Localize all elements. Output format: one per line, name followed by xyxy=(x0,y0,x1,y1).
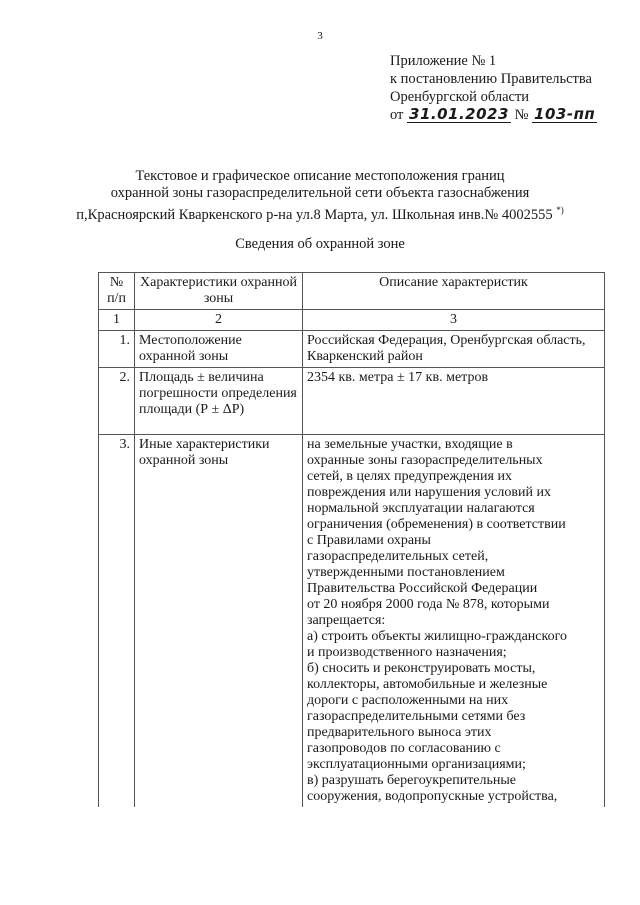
description-line: от 20 ноября 2000 года № 878, которыми xyxy=(307,597,550,612)
table-row xyxy=(99,368,605,435)
description-line: в) разрушать берегоукрепительные xyxy=(307,773,517,788)
description-line: нормальной эксплуатации налагаются xyxy=(307,501,535,516)
number-prefix: № xyxy=(514,107,529,123)
table-column-numbers-row xyxy=(99,310,605,331)
description-line: утвержденными постановлением xyxy=(307,565,505,580)
description-line: запрещается: xyxy=(307,613,386,628)
description-line: предварительного выноса этих xyxy=(307,725,492,740)
description-line: повреждения или нарушения условий их xyxy=(307,485,551,500)
table-row xyxy=(99,331,605,368)
appendix-line-2: к постановлению Правительства xyxy=(390,71,592,87)
row-characteristic: Местоположение охранной зоны xyxy=(135,331,303,368)
footnote-mark: *) xyxy=(556,205,564,215)
document-title xyxy=(20,168,620,224)
column-number-2: 2 xyxy=(135,310,303,331)
title-line-3 xyxy=(20,202,620,224)
column-number-1: 1 xyxy=(99,310,135,331)
description-line: газораспределительных сетей, xyxy=(307,549,489,564)
description-line: Правительства Российской Федерации xyxy=(307,581,538,596)
handwritten-number: 103-пп xyxy=(534,105,596,123)
description-line: эксплуатационными организациями; xyxy=(307,757,526,772)
row-characteristic: Площадь ± величина погрешности определения площади (Р ± ΔР) xyxy=(135,368,303,435)
description-line: дороги с расположенными на них xyxy=(307,693,509,708)
row-description xyxy=(303,435,605,808)
table-header-row xyxy=(99,273,605,310)
description-line: сетей, в целях предупреждения их xyxy=(307,469,512,484)
row-number: 3. xyxy=(99,435,135,808)
column-number-3: 3 xyxy=(303,310,605,331)
protection-zone-table xyxy=(98,272,605,807)
description-line: и производственного назначения; xyxy=(307,645,507,660)
date-prefix: от xyxy=(390,107,404,123)
description-line: б) сносить и реконструировать мосты, xyxy=(307,661,536,676)
row-description: 2354 кв. метра ± 17 кв. метров xyxy=(303,368,605,435)
section-subtitle: Сведения об охранной зоне xyxy=(235,236,405,252)
description-line: охранные зоны газораспределительных xyxy=(307,453,543,468)
title-line-1: Текстовое и графическое описание местоположения границ xyxy=(135,168,505,184)
description-line: коллекторы, автомобильные и железные xyxy=(307,677,548,692)
handwritten-date: 31.01.2023 xyxy=(409,105,509,123)
row-number: 1. xyxy=(99,331,135,368)
table-row xyxy=(99,435,605,808)
title-line-3-text: п,Красноярский Кваркенского р-на ул.8 Марта, ул. Школьная инв.№ 4002555 xyxy=(76,206,553,223)
appendix-line-1: Приложение № 1 xyxy=(390,53,497,69)
description-line: газораспределительными сетями без xyxy=(307,709,526,724)
header-num: № п/п xyxy=(99,273,135,310)
appendix-date-line xyxy=(390,106,630,124)
row-description: Российская Федерация, Оренбургская область, Кваркенский район xyxy=(303,331,605,368)
page-number: 3 xyxy=(317,30,323,42)
description-line: газопроводов по согласованию с xyxy=(307,741,501,756)
row-number: 2. xyxy=(99,368,135,435)
header-description: Описание характеристик xyxy=(303,273,605,310)
description-line: ограничения (обременения) в соответствии xyxy=(307,517,566,532)
description-line: а) строить объекты жилищно-гражданского xyxy=(307,629,567,644)
appendix-block xyxy=(390,52,630,124)
description-line: на земельные участки, входящие в xyxy=(307,437,513,452)
header-characteristic: Характеристики охранной зоны xyxy=(135,273,303,310)
description-line: с Правилами охраны xyxy=(307,533,431,548)
title-line-2: охранной зоны газораспределительной сети объекта газоснабжения xyxy=(110,185,530,201)
appendix-line-3: Оренбургской области xyxy=(390,89,530,105)
description-line: сооружения, водопропускные устройства, xyxy=(307,789,558,804)
row-characteristic: Иные характеристики охранной зоны xyxy=(135,435,303,808)
